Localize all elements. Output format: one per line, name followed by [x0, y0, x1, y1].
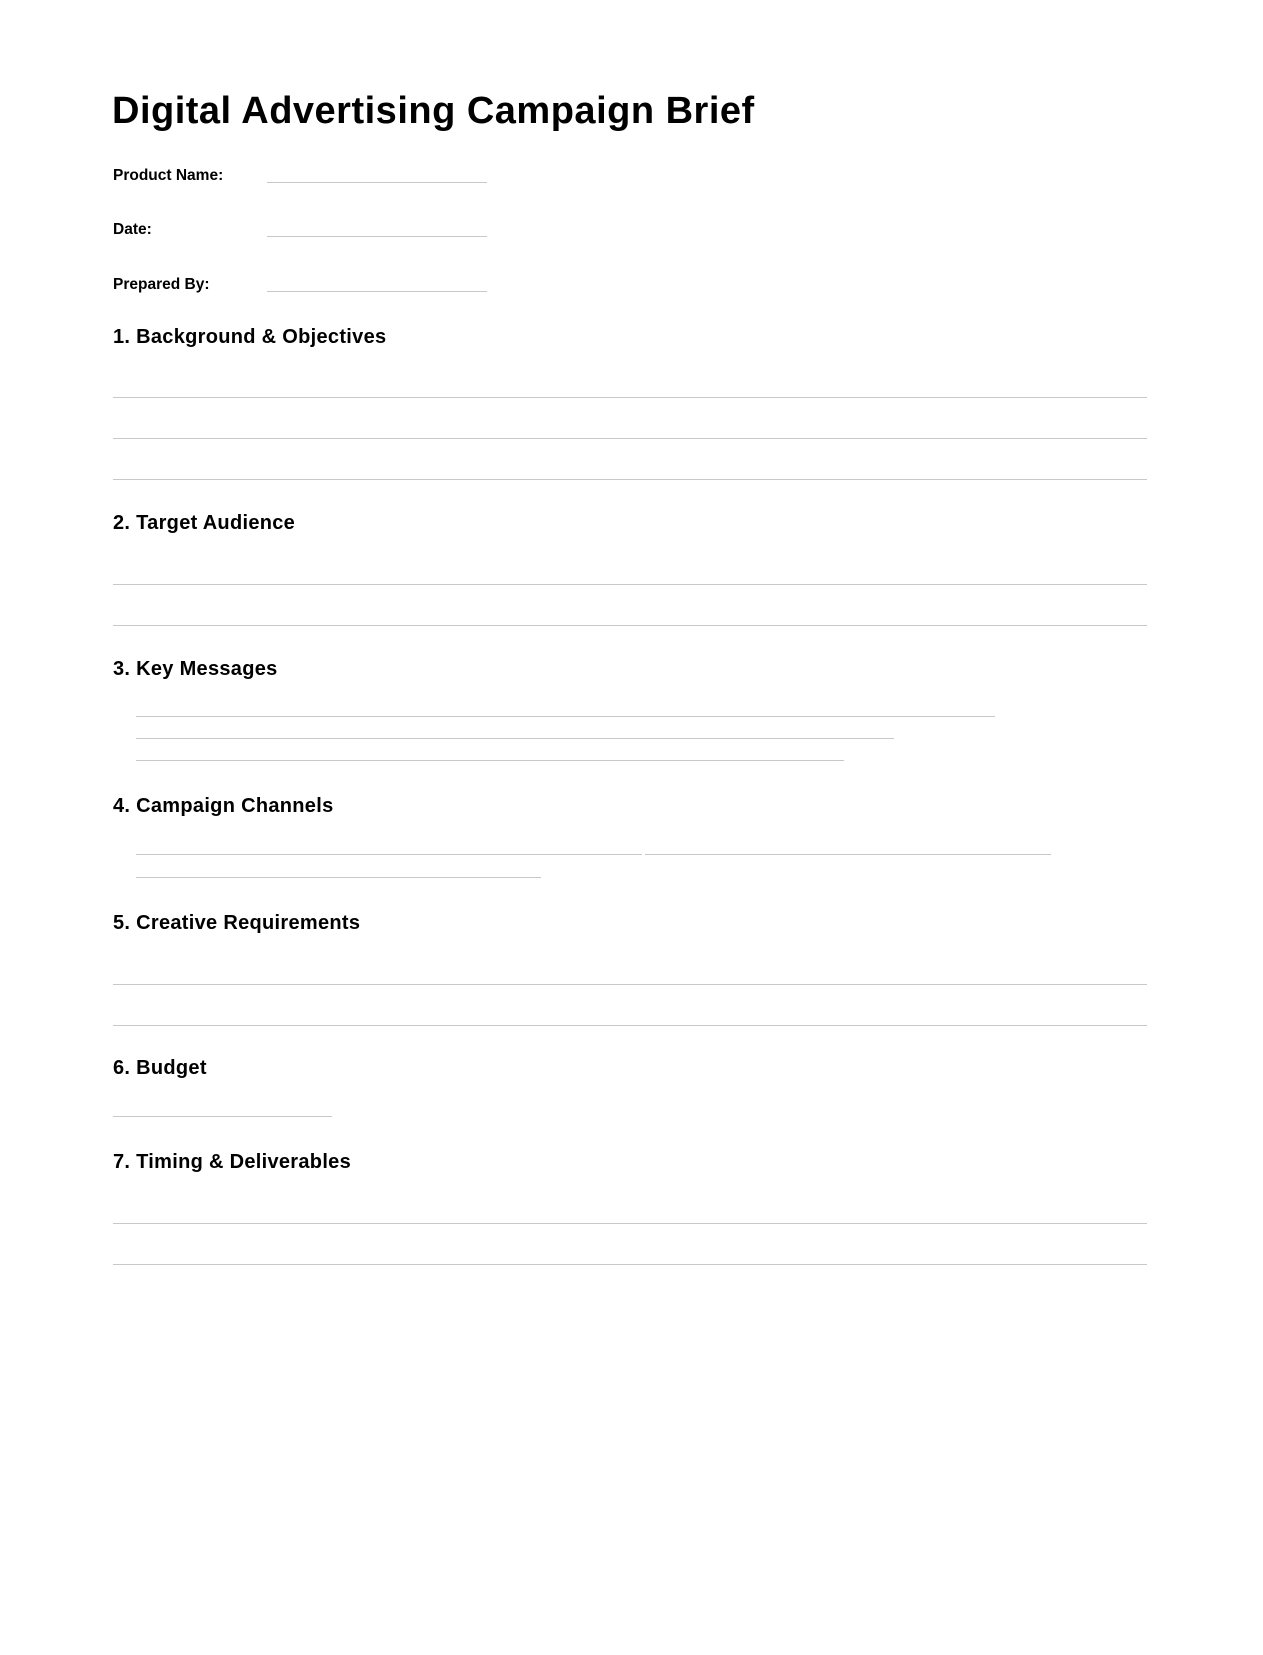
timing-deliverables-line-1[interactable]: [113, 1223, 1147, 1224]
product-name-label: Product Name:: [113, 167, 224, 184]
section-heading-background-objectives: 1. Background & Objectives: [113, 326, 387, 348]
section-heading-target-audience: 2. Target Audience: [113, 512, 296, 534]
target-audience-line-1[interactable]: [113, 584, 1147, 585]
section-heading-budget: 6. Budget: [113, 1057, 207, 1079]
campaign-channel-line-2[interactable]: [645, 854, 1051, 855]
prepared-by-label: Prepared By:: [113, 276, 210, 293]
section-heading-creative-requirements: 5. Creative Requirements: [113, 912, 361, 934]
key-message-line-1[interactable]: [136, 716, 995, 717]
page-title: Digital Advertising Campaign Brief: [112, 90, 755, 132]
key-message-line-2[interactable]: [136, 738, 894, 739]
section-heading-key-messages: 3. Key Messages: [113, 658, 278, 680]
creative-requirements-line-2[interactable]: [113, 1025, 1147, 1026]
prepared-by-field[interactable]: [267, 291, 487, 292]
timing-deliverables-line-2[interactable]: [113, 1264, 1147, 1265]
campaign-channel-line-1[interactable]: [136, 854, 642, 855]
budget-line[interactable]: [113, 1116, 332, 1117]
section-heading-campaign-channels: 4. Campaign Channels: [113, 795, 334, 817]
campaign-channel-line-3[interactable]: [136, 877, 541, 878]
product-name-field[interactable]: [267, 182, 487, 183]
background-objectives-line-3[interactable]: [113, 479, 1147, 480]
target-audience-line-2[interactable]: [113, 625, 1147, 626]
key-message-line-3[interactable]: [136, 760, 844, 761]
date-label: Date:: [113, 221, 152, 238]
background-objectives-line-1[interactable]: [113, 397, 1147, 398]
creative-requirements-line-1[interactable]: [113, 984, 1147, 985]
background-objectives-line-2[interactable]: [113, 438, 1147, 439]
section-heading-timing-deliverables: 7. Timing & Deliverables: [113, 1151, 352, 1173]
date-field[interactable]: [267, 236, 487, 237]
